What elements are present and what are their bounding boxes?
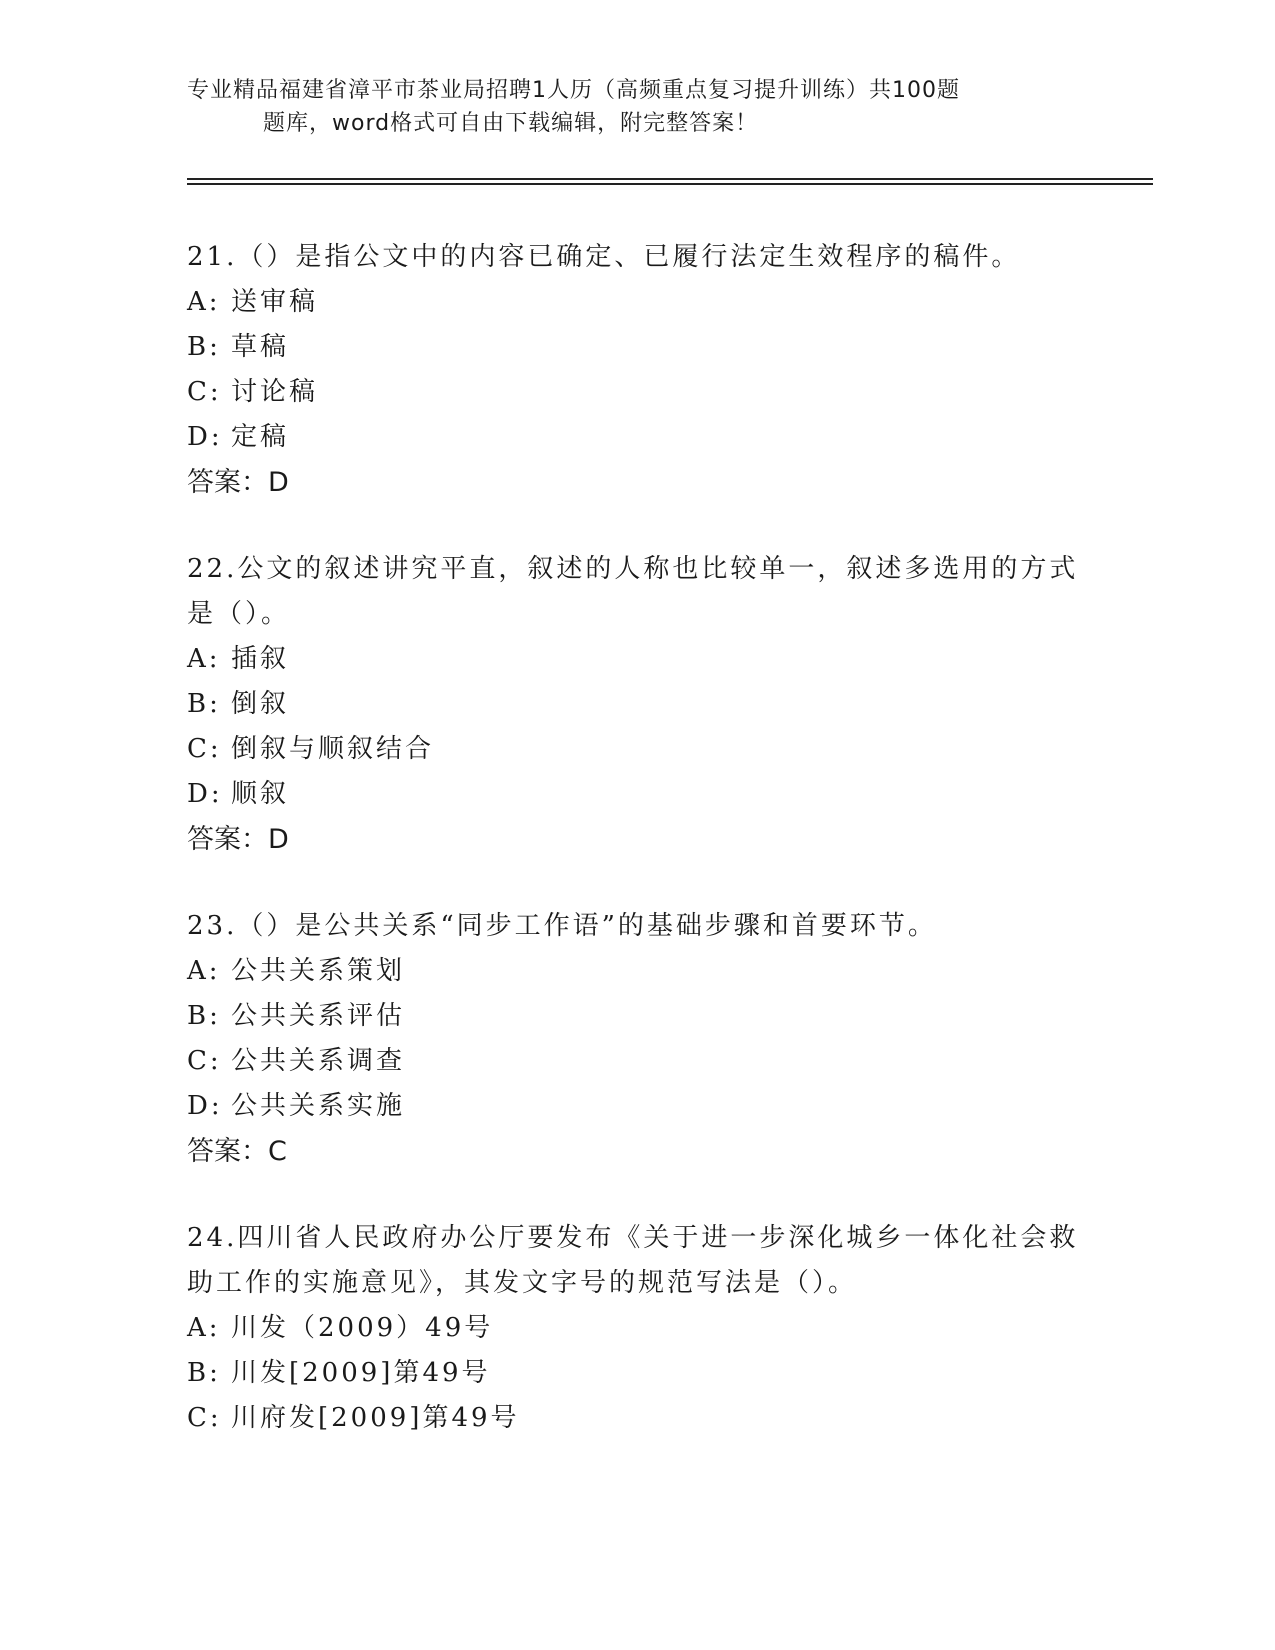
option-letter: B:: [187, 689, 221, 719]
option-letter: B:: [187, 1001, 221, 1031]
option-a: [187, 1306, 1087, 1351]
option-letter: A:: [187, 287, 221, 317]
option-letter: C:: [187, 734, 222, 764]
option-text: 顺叙: [231, 779, 290, 809]
header-divider-bottom: [187, 183, 1153, 185]
option-text: 川发[2009]第49号: [231, 1358, 491, 1388]
option-letter: C:: [187, 377, 222, 407]
document-header: [187, 74, 1067, 140]
option-c: [187, 727, 1087, 772]
header-title-line2: 题库，word格式可自由下载编辑，附完整答案！: [263, 111, 759, 136]
option-b: [187, 682, 1087, 727]
question-list: [187, 235, 1087, 1483]
option-text: 插叙: [231, 644, 290, 674]
header-title-line1: 专业精品福建省漳平市茶业局招聘1人历（高频重点复习提升训练）共100题: [187, 78, 960, 103]
option-text: 公共关系实施: [231, 1091, 406, 1121]
header-divider-top: [187, 178, 1153, 180]
option-letter: D:: [187, 422, 223, 452]
option-d: [187, 772, 1087, 817]
option-c: [187, 1039, 1087, 1084]
option-text: 倒叙与顺叙结合: [231, 734, 435, 764]
option-letter: B:: [187, 1358, 221, 1388]
option-a: [187, 280, 1087, 325]
option-d: [187, 1084, 1087, 1129]
option-text: 送审稿: [231, 287, 319, 317]
answer-line: 答案：D: [187, 467, 289, 498]
option-text: 定稿: [231, 422, 290, 452]
question-item: [187, 904, 1087, 1174]
option-b: [187, 1351, 1087, 1396]
option-c: [187, 370, 1087, 415]
option-text: 公共关系策划: [231, 956, 406, 986]
option-b: [187, 994, 1087, 1039]
answer-line: 答案：D: [187, 824, 289, 855]
option-text: 草稿: [231, 332, 290, 362]
question-item: [187, 1216, 1087, 1441]
option-letter: D:: [187, 1091, 223, 1121]
option-c: [187, 1396, 1087, 1441]
question-text: 23.（）是公共关系“同步工作语”的基础步骤和首要环节。: [187, 911, 937, 941]
option-letter: C:: [187, 1403, 222, 1433]
question-item: [187, 235, 1087, 505]
option-b: [187, 325, 1087, 370]
answer-line: 答案：C: [187, 1136, 287, 1167]
question-item: [187, 547, 1087, 862]
option-letter: A:: [187, 1313, 221, 1343]
option-text: 川发（2009）49号: [231, 1313, 494, 1343]
question-text: 21.（）是指公文中的内容已确定、已履行法定生效程序的稿件。: [187, 242, 1021, 272]
option-letter: C:: [187, 1046, 222, 1076]
option-text: 公共关系评估: [231, 1001, 406, 1031]
option-letter: A:: [187, 644, 221, 674]
option-letter: A:: [187, 956, 221, 986]
question-text: 22.公文的叙述讲究平直，叙述的人称也比较单一，叙述多选用的方式是（）。: [187, 554, 1079, 629]
option-a: [187, 949, 1087, 994]
option-text: 川府发[2009]第49号: [231, 1403, 520, 1433]
question-text: 24.四川省人民政府办公厅要发布《关于进一步深化城乡一体化社会救助工作的实施意见》，其发文字号的规范写法是（）。: [187, 1223, 1079, 1298]
option-letter: D:: [187, 779, 223, 809]
option-letter: B:: [187, 332, 221, 362]
option-text: 讨论稿: [231, 377, 319, 407]
option-a: [187, 637, 1087, 682]
option-text: 公共关系调查: [231, 1046, 406, 1076]
option-d: [187, 415, 1087, 460]
option-text: 倒叙: [231, 689, 290, 719]
